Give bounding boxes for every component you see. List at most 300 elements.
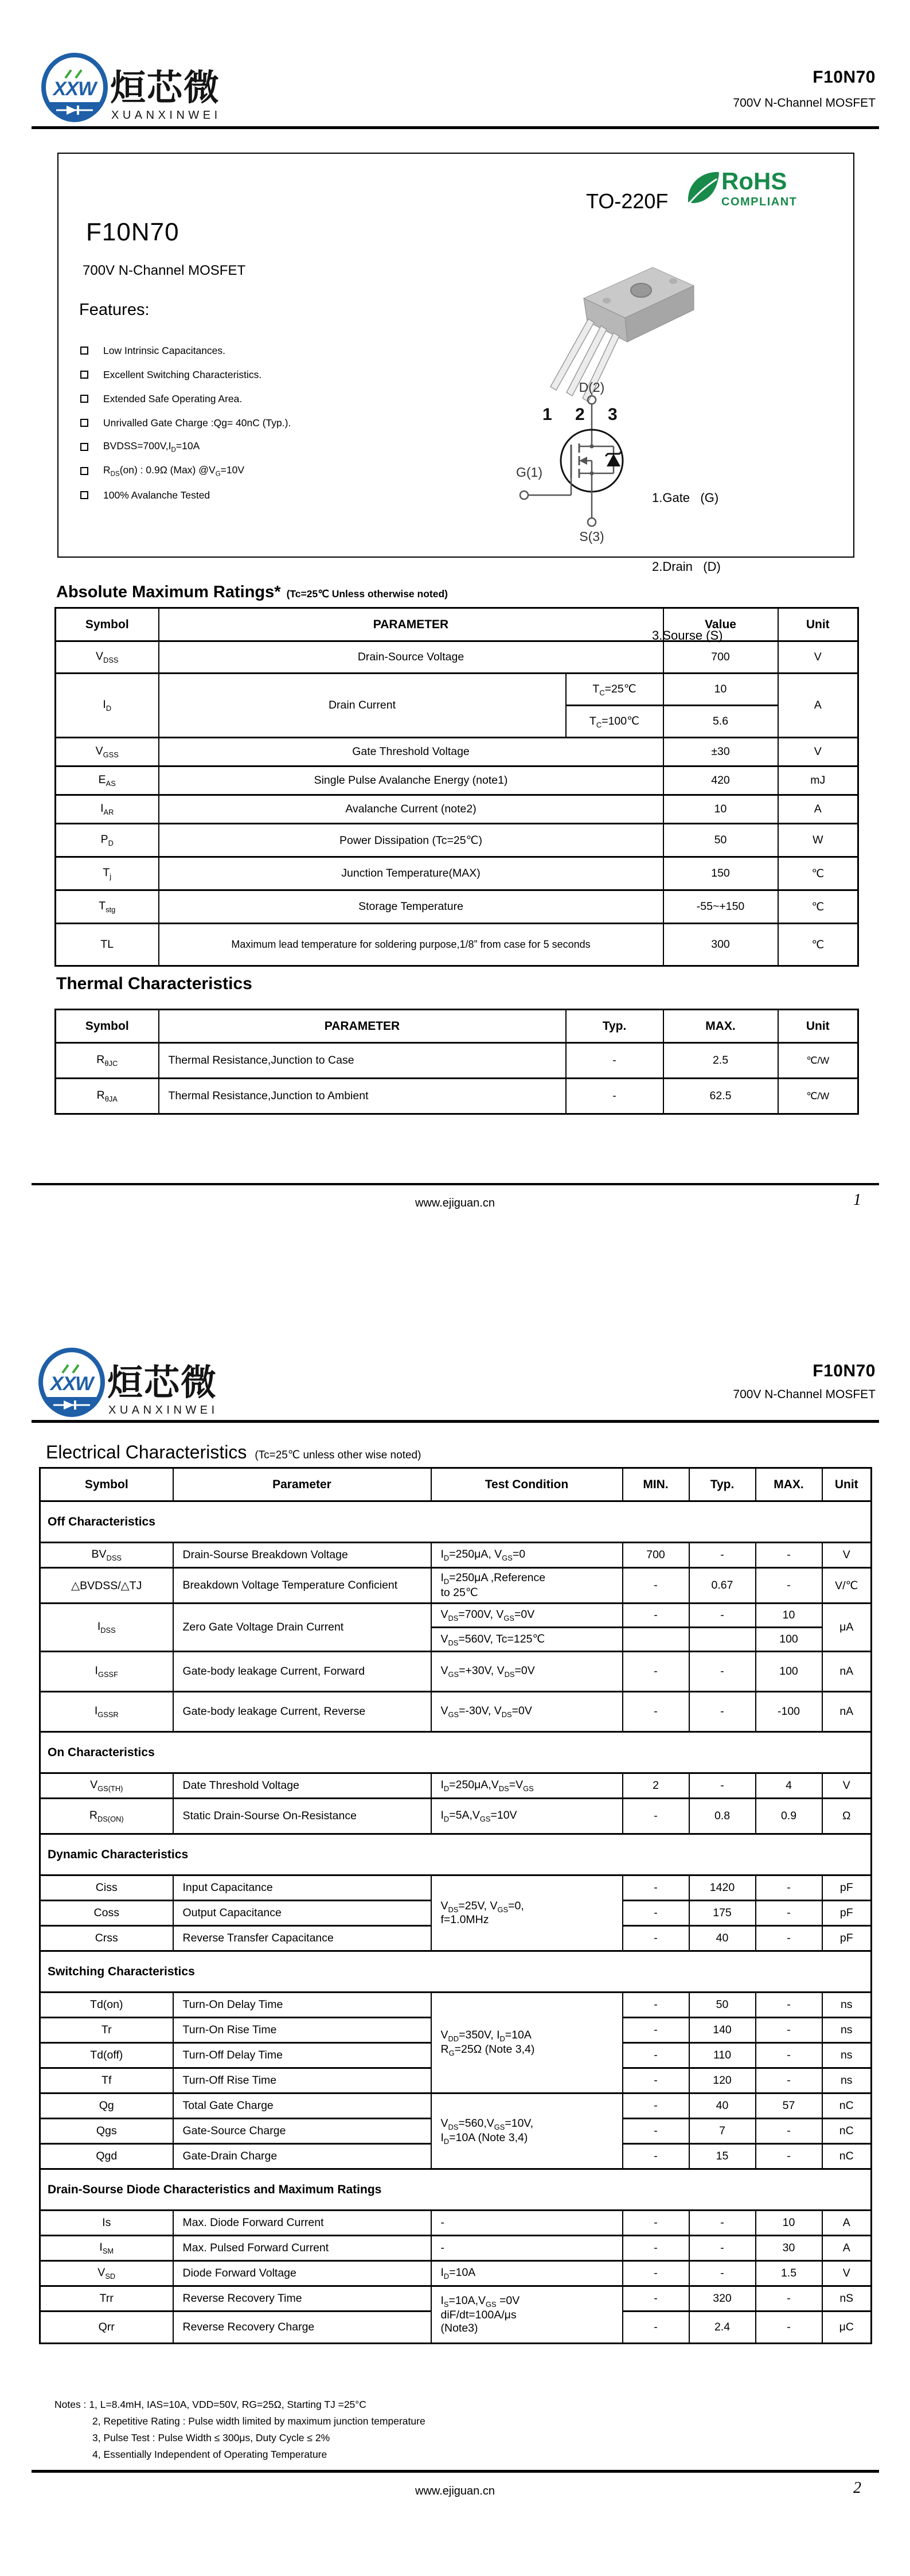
- unit-cell: V: [778, 738, 858, 766]
- parameter-cell: Drain-Source Voltage: [159, 641, 663, 674]
- parameter-cell: Avalanche Current (note2): [159, 795, 663, 824]
- table-row: [56, 1043, 858, 1079]
- symbol-cell: Qgd: [40, 2144, 173, 2169]
- typ-cell: -: [689, 1652, 756, 1692]
- max-cell: -: [756, 1993, 822, 2018]
- parameter-cell: Turn-Off Rise Time: [173, 2068, 431, 2094]
- feature-item: [80, 483, 447, 507]
- abs-max-note: (Tc=25℃ Unless otherwise noted): [286, 588, 448, 600]
- unit-cell: ns: [822, 2043, 872, 2068]
- table-row: [56, 795, 858, 824]
- min-cell: -: [623, 1993, 689, 2018]
- checkbox-icon: [80, 395, 88, 403]
- logo-green-accent-icon: [73, 1365, 79, 1373]
- section-label: Dynamic Characteristics: [40, 1834, 872, 1875]
- feature-item: [80, 363, 447, 387]
- typ-cell: 0.8: [689, 1799, 756, 1834]
- table-row: [40, 2261, 872, 2286]
- pin-legend-drain: 2.Drain (D): [652, 559, 721, 574]
- col-symbol: Symbol: [56, 608, 159, 641]
- header-rule: [32, 1420, 879, 1423]
- table-row: [56, 766, 858, 795]
- condition-cell: $I_D=250\mu A,V_{DS}=V_{GS}$: [431, 1773, 623, 1799]
- max-cell: -: [756, 1901, 822, 1926]
- max-cell: 57: [756, 2094, 822, 2119]
- parameter-cell: Gate-Drain Charge: [173, 2144, 431, 2169]
- parameter-cell: Diode Forward Voltage: [173, 2261, 431, 2286]
- table-row: [40, 2236, 872, 2261]
- unit-cell: ℃: [778, 857, 858, 890]
- dimple-icon: [669, 278, 677, 284]
- value-cell: 300: [663, 924, 778, 966]
- col-unit: Unit: [778, 608, 858, 641]
- elec-title: Electrical Characteristics: [46, 1442, 247, 1462]
- table-row: [56, 824, 858, 857]
- condition-cell: $I_D=10A$: [431, 2261, 623, 2286]
- unit-cell: V: [822, 2261, 872, 2286]
- max-cell: 100: [756, 1628, 822, 1652]
- footer-rule: [32, 1183, 879, 1185]
- table-header-row: [56, 608, 858, 641]
- unit-cell: nC: [822, 2119, 872, 2144]
- min-cell: -: [623, 2119, 689, 2144]
- min-cell: -: [623, 1926, 689, 1951]
- unit-cell: mJ: [778, 766, 858, 795]
- typ-cell: 1420: [689, 1875, 756, 1901]
- symbol-cell: $V_{GSS}$: [56, 738, 159, 766]
- typ-cell: -: [566, 1079, 663, 1114]
- min-cell: -: [623, 2261, 689, 2286]
- col-max: MAX.: [756, 1468, 822, 1501]
- unit-cell: V: [822, 1773, 872, 1799]
- parameter-cell: Date Threshold Voltage: [173, 1773, 431, 1799]
- feature-item: [80, 387, 447, 411]
- unit-cell: pF: [822, 1901, 872, 1926]
- max-cell: -100: [756, 1692, 822, 1732]
- feature-item: [80, 435, 447, 459]
- thermal-table: [54, 1009, 857, 1115]
- gate-terminal-icon: [520, 491, 528, 499]
- table-row: [56, 738, 858, 766]
- parameter-cell: Junction Temperature(MAX): [159, 857, 663, 890]
- rohs-logo: [684, 166, 818, 217]
- table-row: [56, 1079, 858, 1114]
- condition-cell: $I_D=5A,V_{GS}=10V$: [431, 1799, 623, 1834]
- col-symbol: Symbol: [40, 1468, 173, 1501]
- unit-cell: ns: [822, 2018, 872, 2043]
- symbol-cell: Tf: [40, 2068, 173, 2094]
- abs-max-title: Absolute Maximum Ratings*: [56, 583, 281, 601]
- min-cell: 2: [623, 1773, 689, 1799]
- symbol-cell: $V_{DSS}$: [56, 641, 159, 674]
- brand-name-en: XUANXINWEI: [108, 1404, 218, 1417]
- note-line: 2, Repetitive Rating : Pulse width limited by maximum junction temperature: [92, 2415, 425, 2427]
- value-cell: 420: [663, 766, 778, 795]
- source-terminal-icon: [588, 518, 596, 526]
- note-line: [54, 2396, 743, 2413]
- logo-green-accent-icon: [63, 1365, 68, 1373]
- pin-legend-source: 3.Sourse (S): [652, 628, 723, 643]
- min-cell: -: [623, 1799, 689, 1834]
- note-line: 4, Essentially Independent of Operating Temperature: [92, 2449, 327, 2460]
- table-row: [40, 1773, 872, 1799]
- feature-text: $BVDSS=700V,I_D=10A$: [103, 440, 200, 454]
- col-min: MIN.: [623, 1468, 689, 1501]
- condition-cell: $V_{GS}=-30V$, $V_{DS}=0V$: [431, 1692, 623, 1732]
- max-cell: -: [756, 2144, 822, 2169]
- typ-cell: -: [689, 2236, 756, 2261]
- condition-cell: $I_S=10A,V_{GS} =0V$ diF/dt=100A/μs (Note3): [431, 2286, 623, 2344]
- logo-band-icon: [46, 102, 103, 122]
- col-symbol: Symbol: [56, 1010, 159, 1043]
- typ-cell: 2.4: [689, 2312, 756, 2344]
- symbol-cell: TL: [56, 924, 159, 966]
- unit-cell: ns: [822, 2068, 872, 2094]
- table-row: [56, 674, 858, 706]
- col-test-condition: Test Condition: [431, 1468, 623, 1501]
- section-label: Off Characteristics: [40, 1501, 872, 1543]
- symbol-cell: $I_{DSS}$: [40, 1604, 173, 1652]
- typ-cell: -: [566, 1043, 663, 1079]
- features-list: [80, 338, 447, 507]
- brand-logo-graphic: [37, 1345, 226, 1419]
- elec-heading: [46, 1442, 421, 1463]
- feature-text: Excellent Switching Characteristics.: [103, 368, 262, 380]
- condition-cell: $T_C=100℃$: [566, 706, 663, 738]
- typ-cell: [689, 1628, 756, 1652]
- table-row: [40, 1543, 872, 1568]
- page-number: 1: [853, 1191, 861, 1209]
- symbol-cell: $R_{\theta JA}$: [56, 1079, 159, 1114]
- parameter-cell: Drain Current: [159, 674, 566, 738]
- unit-cell: V: [822, 1543, 872, 1568]
- logo-green-accent-icon: [76, 70, 81, 78]
- checkbox-icon: [80, 491, 88, 499]
- parameter-cell: Turn-On Rise Time: [173, 2018, 431, 2043]
- notes-block: [54, 2396, 743, 2463]
- parameter-cell: Gate-body leakage Current, Forward: [173, 1652, 431, 1692]
- mounting-hole-icon: [631, 283, 651, 297]
- max-cell: 62.5: [663, 1079, 778, 1114]
- min-cell: -: [623, 2043, 689, 2068]
- value-cell: 10: [663, 674, 778, 706]
- typ-cell: -: [689, 1692, 756, 1732]
- feature-text: 100% Avalanche Tested: [103, 489, 210, 501]
- min-cell: -: [623, 2211, 689, 2236]
- checkbox-icon: [80, 371, 88, 379]
- table-row: [40, 2211, 872, 2236]
- max-cell: 30: [756, 2236, 822, 2261]
- min-cell: -: [623, 1875, 689, 1901]
- source-pin-label: S(3): [579, 529, 604, 544]
- page-number: 2: [853, 2479, 861, 2497]
- symbol-cell: $T_j$: [56, 857, 159, 890]
- symbol-cell: $E_{AS}$: [56, 766, 159, 795]
- table-row: [40, 1604, 872, 1628]
- table-row: [40, 1568, 872, 1604]
- unit-cell: A: [778, 795, 858, 824]
- symbol-cell: $R_{\theta JC}$: [56, 1043, 159, 1079]
- condition-cell: $I_D=250\mu A$ ,Reference to 25℃: [431, 1568, 623, 1604]
- elec-table: [39, 1467, 870, 2344]
- typ-cell: 7: [689, 2119, 756, 2144]
- parameter-cell: Reverse Transfer Capacitance: [173, 1926, 431, 1951]
- parameter-cell: Output Capacitance: [173, 1901, 431, 1926]
- section-row: [40, 1732, 872, 1773]
- max-cell: 10: [756, 2211, 822, 2236]
- unit-cell: nS: [822, 2286, 872, 2312]
- thermal-title: Thermal Characteristics: [56, 974, 252, 993]
- symbol-cell: $BV_{DSS}$: [40, 1543, 173, 1568]
- feature-text: Unrivalled Gate Charge :Qg= 40nC (Typ.).: [103, 417, 291, 429]
- symbol-cell: $V_{GS(TH)}$: [40, 1773, 173, 1799]
- unit-cell: A: [822, 2236, 872, 2261]
- header-part-family: 700V N-Channel MOSFET: [733, 96, 876, 110]
- symbol-cell: $R_{DS(ON)}$: [40, 1799, 173, 1834]
- max-cell: 10: [756, 1604, 822, 1628]
- header-part-family: 700V N-Channel MOSFET: [733, 1388, 876, 1401]
- table-row: [40, 1692, 872, 1732]
- symbol-cell: Crss: [40, 1926, 173, 1951]
- condition-cell: $V_{DS}=700V$, $V_{GS}=0V$: [431, 1604, 623, 1628]
- min-cell: -: [623, 2144, 689, 2169]
- col-unit: Unit: [822, 1468, 872, 1501]
- table-row: [40, 1652, 872, 1692]
- footer-website: www.ejiguan.cn: [415, 1197, 495, 1209]
- value-cell: 150: [663, 857, 778, 890]
- table-header-row: [56, 1010, 858, 1043]
- features-title: Features:: [79, 301, 150, 319]
- checkbox-icon: [80, 443, 88, 451]
- col-parameter: PARAMETER: [159, 608, 663, 641]
- unit-cell: pF: [822, 1926, 872, 1951]
- drain-pin-label: D(2): [579, 380, 605, 395]
- table-row: [40, 1875, 872, 1901]
- max-cell: -: [756, 2043, 822, 2068]
- table-row: [56, 641, 858, 674]
- parameter-cell: Total Gate Charge: [173, 2094, 431, 2119]
- drain-terminal-icon: [588, 396, 596, 404]
- typ-cell: -: [689, 1543, 756, 1568]
- typ-cell: -: [689, 2211, 756, 2236]
- section-row: [40, 1501, 872, 1543]
- max-cell: 2.5: [663, 1043, 778, 1079]
- unit-cell: V: [778, 641, 858, 674]
- value-cell: 50: [663, 824, 778, 857]
- max-cell: -: [756, 1926, 822, 1951]
- unit-cell: Ω: [822, 1799, 872, 1834]
- typ-cell: 50: [689, 1993, 756, 2018]
- feature-item: [80, 411, 447, 435]
- symbol-cell: $V_{SD}$: [40, 2261, 173, 2286]
- pin-numbers: 1 2 3: [542, 405, 627, 424]
- feature-text: Low Intrinsic Capacitances.: [103, 344, 226, 356]
- logo-band-icon: [43, 1397, 100, 1417]
- section-label: On Characteristics: [40, 1732, 872, 1773]
- symbol-cell: Coss: [40, 1901, 173, 1926]
- unit-cell: ns: [822, 1993, 872, 2018]
- parameter-cell: Single Pulse Avalanche Energy (note1): [159, 766, 663, 795]
- notes-prefix: Notes :: [54, 2399, 89, 2410]
- max-cell: 4: [756, 1773, 822, 1799]
- min-cell: -: [623, 1692, 689, 1732]
- symbol-cell: $I_{GSSF}$: [40, 1652, 173, 1692]
- typ-cell: -: [689, 1604, 756, 1628]
- parameter-cell: Drain-Sourse Breakdown Voltage: [173, 1543, 431, 1568]
- symbol-cell: Ciss: [40, 1875, 173, 1901]
- min-cell: 700: [623, 1543, 689, 1568]
- checkbox-icon: [80, 467, 88, 475]
- unit-cell: A: [822, 2211, 872, 2236]
- table-row: [56, 924, 858, 966]
- footer-website: www.ejiguan.cn: [415, 2485, 495, 2497]
- symbol-cell: Is: [40, 2211, 173, 2236]
- parameter-cell: Max. Pulsed Forward Current: [173, 2236, 431, 2261]
- header-rule: [32, 126, 879, 129]
- note-line: 3, Pulse Test : Pulse Width ≤ 300μs, Duty Cycle ≤ 2%: [92, 2432, 330, 2443]
- typ-cell: -: [689, 1773, 756, 1799]
- header-part-number: F10N70: [813, 68, 876, 87]
- brand-logo: [40, 50, 229, 124]
- condition-cell: -: [431, 2211, 623, 2236]
- unit-cell: μC: [822, 2312, 872, 2344]
- max-cell: 0.9: [756, 1799, 822, 1834]
- logo-monogram: XXW: [53, 78, 96, 100]
- pin-legend-gate: 1.Gate (G): [652, 491, 719, 505]
- condition-cell: $V_{DS}=25V$, $V_{GS}=0$, f=1.0MHz: [431, 1875, 623, 1951]
- brand-name-en: XUANXINWEI: [111, 109, 221, 122]
- unit-cell: nC: [822, 2094, 872, 2119]
- symbol-cell: Td(on): [40, 1993, 173, 2018]
- max-cell: -: [756, 1568, 822, 1604]
- brand-logo: [37, 1345, 226, 1419]
- max-cell: -: [756, 2286, 822, 2312]
- typ-cell: -: [689, 2261, 756, 2286]
- max-cell: -: [756, 2068, 822, 2094]
- brand-name-cn: 烜芯微: [107, 1363, 218, 1403]
- body-diode-icon: [607, 454, 620, 466]
- unit-cell: ℃/W: [778, 1079, 858, 1114]
- parameter-cell: Thermal Resistance,Junction to Case: [159, 1043, 566, 1079]
- symbol-cell: Trr: [40, 2286, 173, 2312]
- header-part-number: F10N70: [813, 1361, 876, 1380]
- min-cell: -: [623, 1652, 689, 1692]
- table-header-row: [40, 1468, 872, 1501]
- rohs-text: RoHS: [721, 168, 787, 194]
- typ-cell: 140: [689, 2018, 756, 2043]
- unit-cell: ℃: [778, 924, 858, 966]
- checkbox-icon: [80, 419, 88, 427]
- value-cell: -55~+150: [663, 890, 778, 924]
- feature-item: [80, 459, 447, 483]
- feature-text: $R_{DS}(on)$ : 0.9Ω (Max) $@V_G=10V$: [103, 464, 245, 478]
- typ-cell: 120: [689, 2068, 756, 2094]
- typ-cell: 175: [689, 1901, 756, 1926]
- symbol-cell: Td(off): [40, 2043, 173, 2068]
- typ-cell: 15: [689, 2144, 756, 2169]
- parameter-cell: Zero Gate Voltage Drain Current: [173, 1604, 431, 1652]
- col-max: MAX.: [663, 1010, 778, 1043]
- min-cell: -: [623, 2094, 689, 2119]
- symbol-cell: Tr: [40, 2018, 173, 2043]
- min-cell: -: [623, 1604, 689, 1628]
- dimple-icon: [603, 298, 611, 303]
- parameter-cell: Reverse Recovery Charge: [173, 2312, 431, 2344]
- unit-cell: nC: [822, 2144, 872, 2169]
- table-row: [40, 1993, 872, 2018]
- min-cell: -: [623, 2236, 689, 2261]
- parameter-cell: Input Capacitance: [173, 1875, 431, 1901]
- checkbox-icon: [80, 347, 88, 355]
- col-typ: Typ.: [566, 1010, 663, 1043]
- col-parameter: Parameter: [173, 1468, 431, 1501]
- condition-cell: $V_{DS}=560V$, Tc=125℃: [431, 1628, 623, 1652]
- thermal-heading: [56, 974, 252, 994]
- min-cell: -: [623, 1901, 689, 1926]
- parameter-cell: Thermal Resistance,Junction to Ambient: [159, 1079, 566, 1114]
- value-cell: 700: [663, 641, 778, 674]
- col-value: Value: [663, 608, 778, 641]
- unit-cell: nA: [822, 1692, 872, 1732]
- gate-pin-label: G(1): [516, 465, 542, 480]
- parameter-cell: Breakdown Voltage Temperature Conficient: [173, 1568, 431, 1604]
- parameter-cell: Reverse Recovery Time: [173, 2286, 431, 2312]
- unit-cell: ℃: [778, 890, 858, 924]
- product-title: F10N70: [86, 218, 179, 246]
- unit-cell: μA: [822, 1604, 872, 1652]
- min-cell: -: [623, 1568, 689, 1604]
- max-cell: -: [756, 1875, 822, 1901]
- logo-monogram: XXW: [50, 1373, 93, 1395]
- section-label: Drain-Sourse Diode Characteristics and Maximum Ratings: [40, 2169, 872, 2211]
- table-row: [56, 890, 858, 924]
- feature-text: Extended Safe Operating Area.: [103, 392, 243, 404]
- unit-cell: V/℃: [822, 1568, 872, 1604]
- table-row: [40, 1799, 872, 1834]
- typ-cell: 40: [689, 2094, 756, 2119]
- value-cell: 5.6: [663, 706, 778, 738]
- unit-cell: ℃/W: [778, 1043, 858, 1079]
- col-typ: Typ.: [689, 1468, 756, 1501]
- condition-cell: $V_{DD}=350V$, $I_D=10A$ $R_G=25\Omega$ (Note 3,4): [431, 1993, 623, 2094]
- unit-cell: nA: [822, 1652, 872, 1692]
- symbol-cell: $I_{SM}$: [40, 2236, 173, 2261]
- parameter-cell: Maximum lead temperature for soldering purpose,1/8” from case for 5 seconds: [159, 924, 663, 966]
- symbol-cell: Qrr: [40, 2312, 173, 2344]
- typ-cell: 40: [689, 1926, 756, 1951]
- abs-max-table: [54, 607, 857, 967]
- section-label: Switching Characteristics: [40, 1951, 872, 1993]
- unit-cell: A: [778, 674, 858, 738]
- package-name: TO-220F: [586, 189, 669, 213]
- parameter-cell: Turn-On Delay Time: [173, 1993, 431, 2018]
- min-cell: -: [623, 2312, 689, 2344]
- parameter-cell: Gate Threshold Voltage: [159, 738, 663, 766]
- table-row: [56, 857, 858, 890]
- parameter-cell: Gate-body leakage Current, Reverse: [173, 1692, 431, 1732]
- min-cell: -: [623, 2018, 689, 2043]
- symbol-cell: $I_D$: [56, 674, 159, 738]
- max-cell: -: [756, 2119, 822, 2144]
- typ-cell: 320: [689, 2286, 756, 2312]
- condition-cell: $T_C=25℃$: [566, 674, 663, 706]
- max-cell: 100: [756, 1652, 822, 1692]
- symbol-cell: Qgs: [40, 2119, 173, 2144]
- symbol-cell: $P_D$: [56, 824, 159, 857]
- elec-note: (Tc=25℃ unless other wise noted): [255, 1449, 421, 1461]
- max-cell: 1.5: [756, 2261, 822, 2286]
- unit-cell: pF: [822, 1875, 872, 1901]
